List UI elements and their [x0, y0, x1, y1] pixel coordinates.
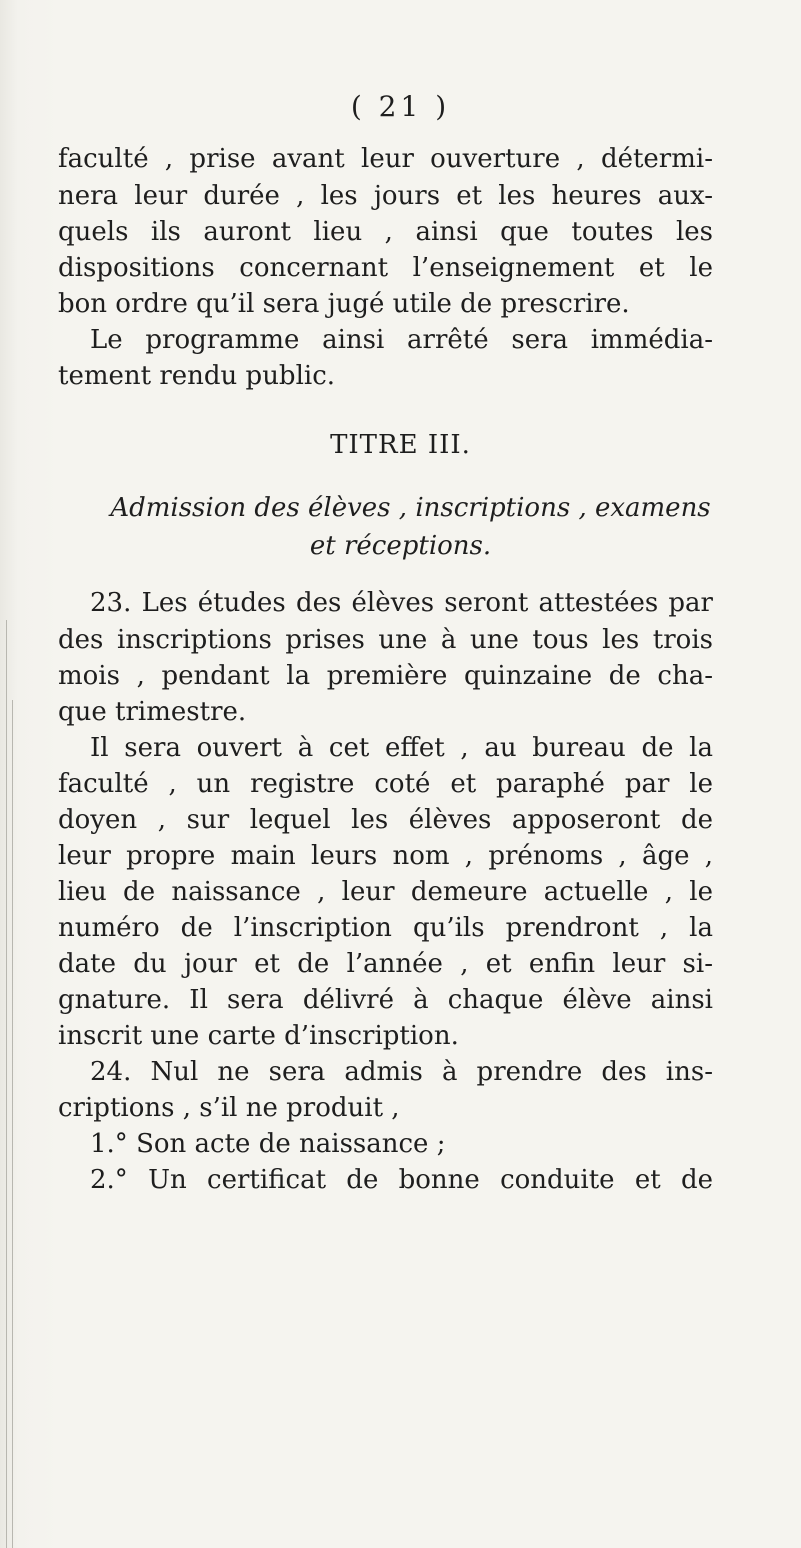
- text-line: quels ils auront lieu , ainsi que toutes les: [58, 217, 713, 247]
- text-line: numéro de l’inscription qu’ils prendront , la: [58, 913, 713, 943]
- binding-edge: [12, 700, 13, 1548]
- text-line: des inscriptions prises une à une tous les trois: [58, 625, 713, 655]
- text-line: gnature. Il sera délivré à chaque élève ainsi: [58, 985, 713, 1015]
- text-line: leur propre main leurs nom , prénoms , âge ,: [58, 841, 713, 871]
- page-number: ( 21 ): [350, 90, 451, 123]
- text-line: doyen , sur lequel les élèves apposeront de: [58, 805, 713, 835]
- text-line: Le programme ainsi arrêté sera immédia-: [90, 325, 713, 355]
- text-line: criptions , s’il ne produit ,: [58, 1093, 400, 1123]
- text-line: tement rendu public.: [58, 361, 336, 391]
- text-line: 1.° Son acte de naissance ;: [90, 1129, 446, 1159]
- text-line: date du jour et de l’année , et enfin leur si-: [58, 949, 713, 979]
- text-line: Il sera ouvert à cet effet , au bureau de la: [90, 733, 713, 763]
- binding-edge: [6, 620, 7, 1548]
- section-title: TITRE III.: [330, 430, 471, 460]
- text-line: 24. Nul ne sera admis à prendre des ins-: [90, 1057, 713, 1087]
- text-line: 23. Les études des élèves seront attestées par: [90, 588, 713, 618]
- text-line: bon ordre qu’il sera jugé utile de prescrire.: [58, 289, 630, 319]
- text-line: mois , pendant la première quinzaine de cha-: [58, 661, 713, 691]
- section-subtitle: Admission des élèves , inscriptions , examens: [110, 493, 711, 523]
- text-line: faculté , prise avant leur ouverture , détermi-: [58, 144, 713, 174]
- section-subtitle-continued: et réceptions.: [309, 531, 492, 561]
- text-line: inscrit une carte d’inscription.: [58, 1021, 459, 1051]
- text-line: 2.° Un certificat de bonne conduite et de: [90, 1165, 713, 1195]
- text-line: que trimestre.: [58, 697, 247, 727]
- text-line: dispositions concernant l’enseignement et le: [58, 253, 713, 283]
- text-line: lieu de naissance , leur demeure actuelle , le: [58, 877, 713, 907]
- text-line: nera leur durée , les jours et les heures aux-: [58, 181, 713, 211]
- text-line: faculté , un registre coté et paraphé par le: [58, 769, 713, 799]
